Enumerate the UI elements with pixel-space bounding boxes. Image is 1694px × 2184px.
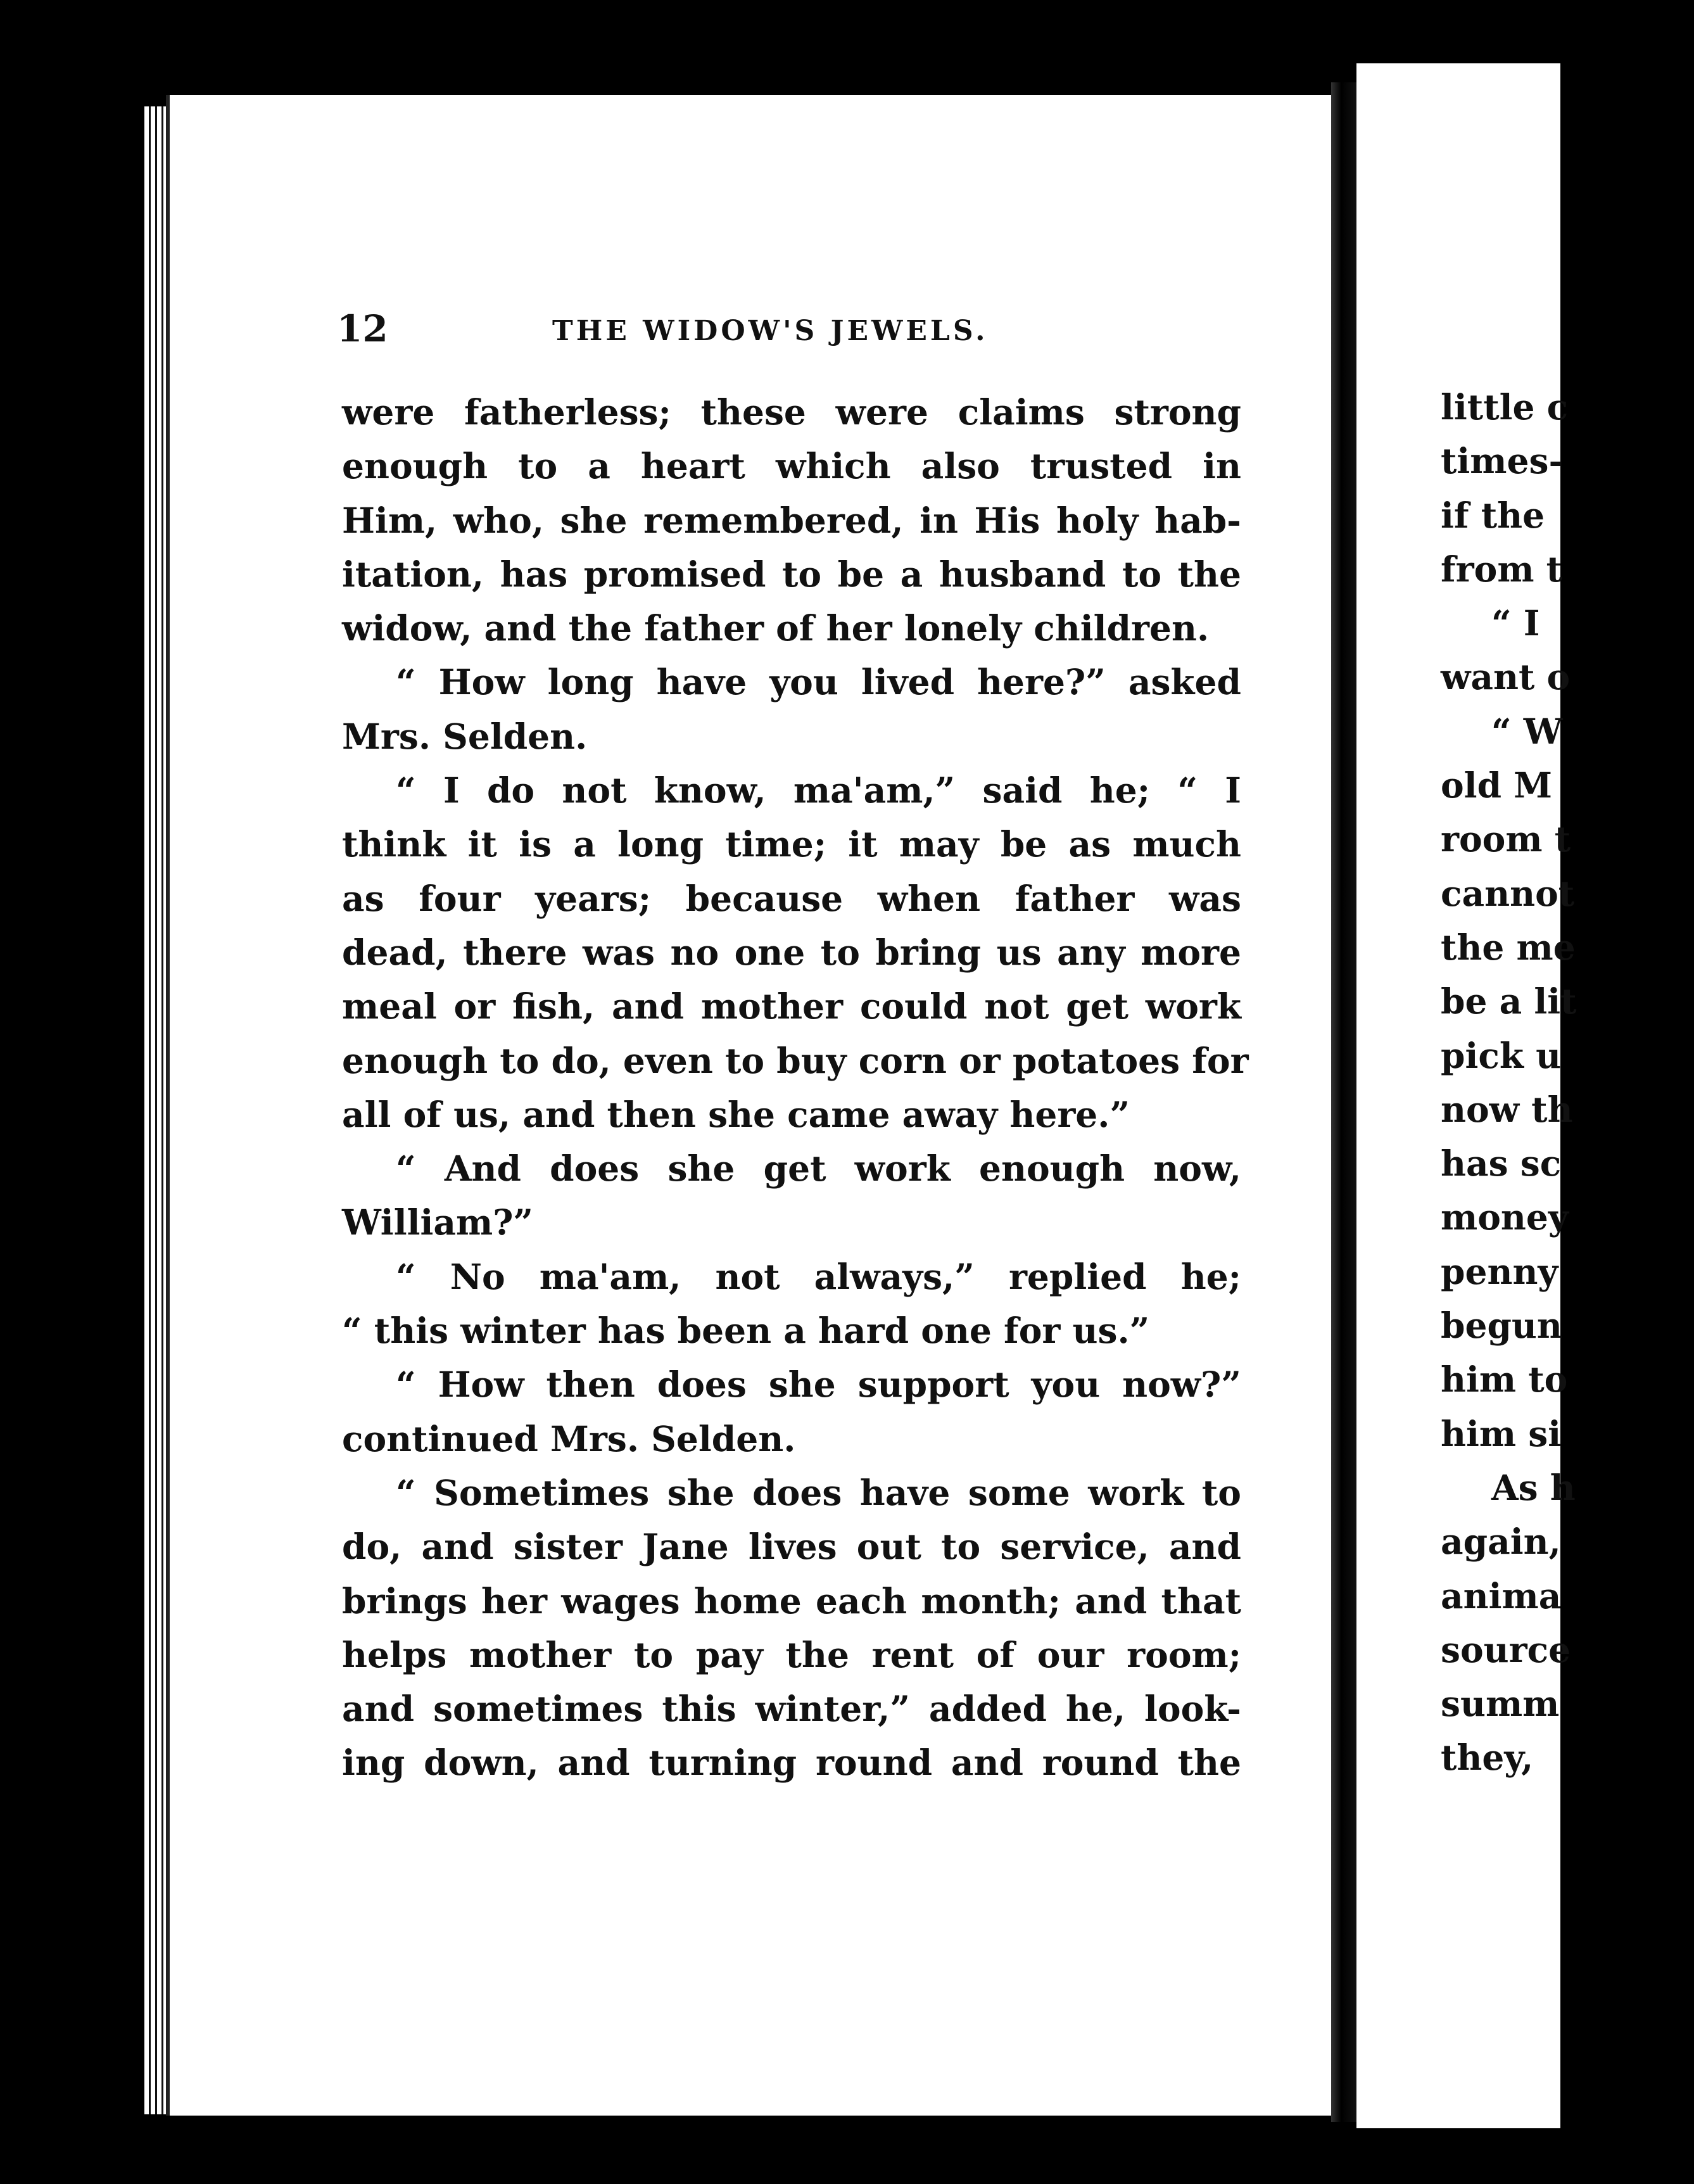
text-line: think it is a long time; it may be as much [342,823,1241,865]
running-head [337,307,1223,358]
text-line: widow, and the father of her lonely children. [342,607,1210,649]
facing-line: has sc [1441,1143,1562,1184]
text-line: dead, there was no one to bring us any more [342,931,1241,973]
facing-line: penny [1441,1250,1558,1292]
text-line: helps mother to pay the rent of our room; [342,1634,1241,1675]
body-text [342,385,1249,1790]
facing-line: pick u [1441,1034,1562,1076]
text-line: continued Mrs. Selden. [342,1418,796,1459]
text-line: enough to do, even to buy corn or potatoes for [342,1039,1249,1081]
text-line: “ this winter has been a hard one for us.” [342,1310,1150,1352]
text-line: and sometimes this winter,” added he, look- [342,1688,1241,1730]
facing-line: the me [1441,926,1576,968]
text-line: “ How long have you lived here?” asked [396,661,1241,703]
facing-line: old M [1441,765,1553,806]
facing-page-text [1441,380,1694,1785]
book-gutter [1331,82,1356,2122]
text-line: “ How then does she support you now?” [396,1364,1241,1406]
text-line: as four years; because when father was [342,877,1241,919]
facing-line: begun [1441,1305,1562,1347]
text-line: William?” [342,1202,534,1243]
facing-line: they, [1441,1737,1534,1779]
text-line: were fatherless; these were claims strong [342,391,1241,433]
facing-line: want o [1441,656,1571,698]
facing-line: be a lit [1441,981,1577,1022]
facing-line: “ I [1491,602,1540,644]
text-line: brings her wages home each month; and that [342,1580,1241,1622]
facing-line: As h [1491,1466,1576,1508]
facing-line: again, [1441,1521,1561,1563]
text-line: “ No ma'am, not always,” replied he; [396,1255,1241,1297]
text-line: Mrs. Selden. [342,715,588,757]
text-line: enough to a heart which also trusted in [342,445,1241,487]
facing-line: him si [1441,1413,1562,1454]
facing-line: if the [1441,494,1545,536]
text-line: “ I do not know, ma'am,” said he; “ I [396,770,1241,811]
text-line: “ And does she get work enough now, [396,1148,1241,1190]
facing-line: now th [1441,1088,1573,1130]
text-line: itation, has promised to be a husband to the [342,553,1241,595]
facing-line: cannot [1441,872,1575,914]
facing-line: room t [1441,818,1571,860]
facing-line: money [1441,1197,1569,1238]
facing-line: from t [1441,548,1563,590]
text-line: meal or fish, and mother could not get work [342,986,1241,1027]
facing-line: summ [1441,1683,1560,1725]
text-line: do, and sister Jane lives out to service, and [342,1526,1241,1568]
running-title: THE WIDOW'S JEWELS. [552,315,989,347]
facing-line: little c [1441,386,1569,428]
facing-line: “ W [1491,710,1563,752]
text-line: Him, who, she remembered, in His holy hab- [342,499,1241,541]
text-line: “ Sometimes she does have some work to [396,1471,1241,1513]
text-line: ing down, and turning round and round the [342,1742,1241,1784]
text-line: all of us, and then she came away here.” [342,1093,1130,1135]
facing-line: times- [1441,440,1564,482]
page-number: 12 [337,307,388,350]
facing-line: anima [1441,1575,1562,1616]
facing-line: source [1441,1628,1571,1670]
facing-line: him to [1441,1359,1568,1400]
